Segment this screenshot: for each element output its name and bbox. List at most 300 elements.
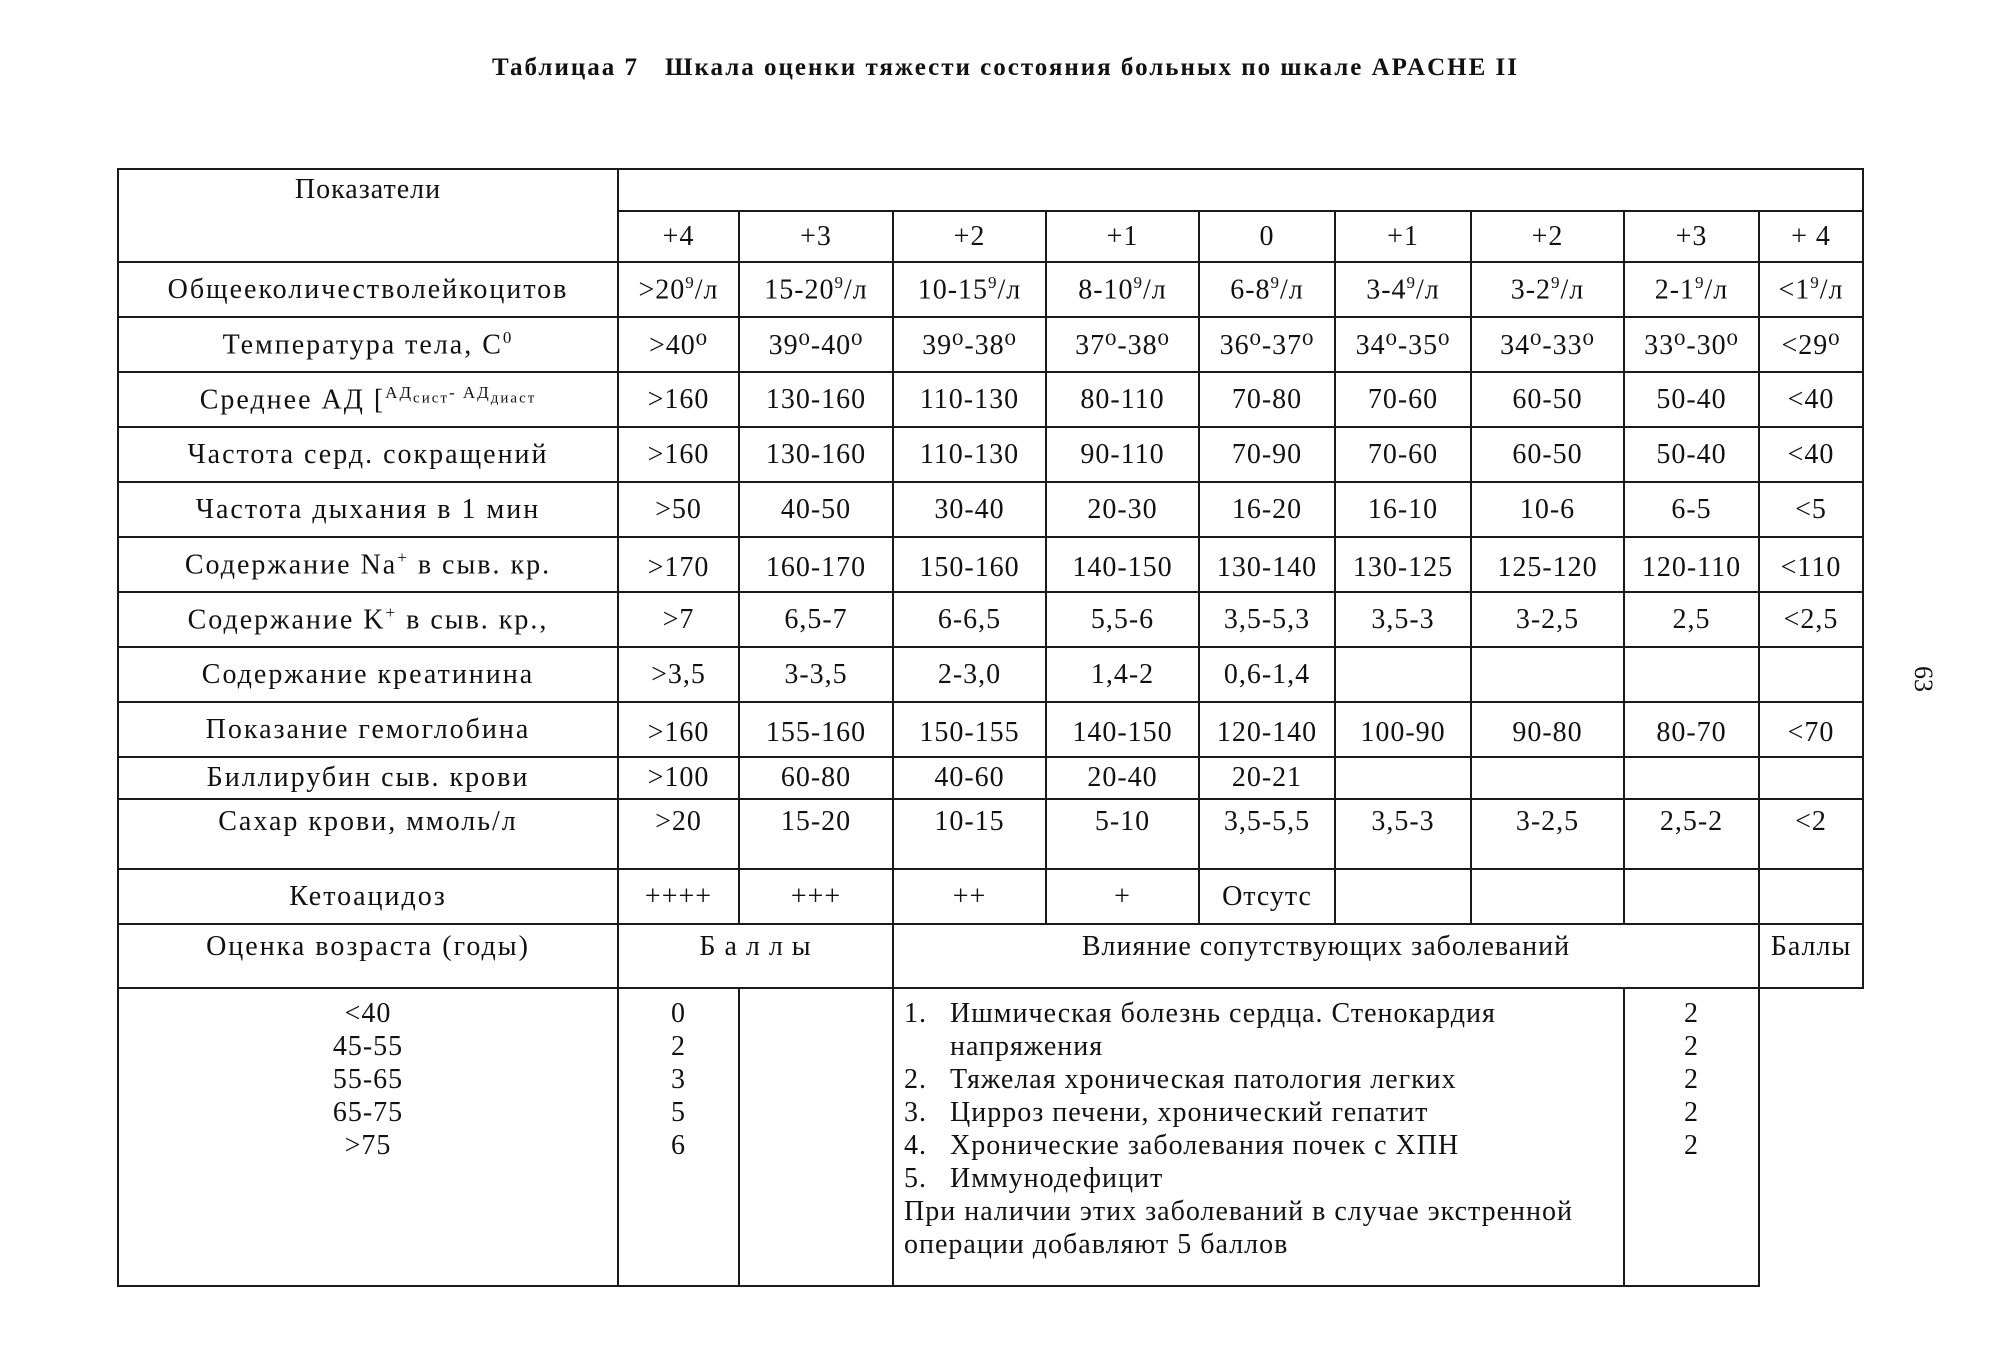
value-cell: [893, 262, 1046, 317]
label-sub: диаст: [490, 390, 537, 407]
value-text: 50-40: [1656, 383, 1727, 415]
disease-text: Цирроз печени, хронический гепатит: [950, 1097, 1429, 1128]
table-row: [118, 702, 1863, 757]
value-main: 3-2: [1510, 274, 1552, 306]
value-cell: [1624, 482, 1759, 537]
value-cell: [1046, 647, 1199, 702]
table-row: [118, 592, 1863, 647]
value-cell: [1046, 427, 1199, 482]
value-text: 39⁰-38⁰: [922, 329, 1017, 361]
value-cell: [1046, 702, 1199, 757]
value-text: 80-70: [1656, 717, 1727, 748]
value-cell: [1335, 592, 1471, 647]
value-cell: [618, 482, 739, 537]
value-cell: [1199, 702, 1335, 757]
value-main: <1: [1778, 274, 1811, 306]
value-cell: [1199, 427, 1335, 482]
value-text: 70-60: [1367, 383, 1439, 415]
age-value: 65-75: [332, 1097, 404, 1128]
row-label-text: в сыв. кр.: [408, 549, 552, 581]
row-label-text: Общееколичестволейкоцитов: [167, 273, 569, 305]
value-cell: [739, 317, 893, 372]
value-text: <2: [1795, 806, 1827, 837]
value-cell: [1759, 702, 1863, 757]
value-text: 34⁰-35⁰: [1355, 329, 1451, 361]
row-label-text: Содержание креатинина: [201, 658, 535, 690]
value-text: ++: [952, 880, 987, 912]
value-text: >50: [655, 493, 702, 525]
age-value: 45-55: [332, 1031, 404, 1062]
value-text: +++: [790, 880, 842, 912]
disease-point-value: 2: [1684, 1064, 1699, 1095]
row-label-sup: АДсист- АДдиаст: [385, 382, 537, 407]
value-text: >170: [647, 552, 710, 583]
value-text: 34⁰-33⁰: [1500, 329, 1595, 361]
value-cell: [1471, 869, 1624, 924]
value-cell: [893, 757, 1046, 799]
value-text: <5: [1795, 493, 1827, 525]
table-row: [118, 427, 1863, 482]
value-text: 125-120: [1497, 552, 1598, 583]
value-cell: [1046, 757, 1199, 799]
value-cell: [1046, 799, 1199, 869]
value-cell: [1759, 537, 1863, 592]
disease-number: 4.: [904, 1130, 927, 1161]
table-title: [0, 54, 2011, 82]
value-cell: [1046, 592, 1199, 647]
table-number: Таблицаа 7: [492, 54, 640, 81]
age-point-value: 6: [671, 1130, 686, 1161]
value-cell: [1046, 372, 1199, 427]
value-unit: /л: [997, 274, 1022, 306]
apache-table: [117, 168, 1864, 1287]
score-header-cell: +3: [1624, 211, 1759, 262]
row-label: [118, 757, 618, 799]
value-cell: [618, 757, 739, 799]
value-cell: [1759, 647, 1863, 702]
value-cell: [1046, 537, 1199, 592]
value-cell: [1471, 537, 1624, 592]
value-text: 33⁰-30⁰: [1644, 329, 1739, 361]
value-text: 50-40: [1656, 438, 1727, 470]
value-cell: [1624, 757, 1759, 799]
value-cell: [739, 537, 893, 592]
header-spacer: [618, 169, 1863, 211]
value-main: 8-10: [1078, 274, 1134, 306]
row-label-text: Сахар крови, ммоль/л: [218, 806, 518, 837]
disease-number: 3.: [904, 1097, 927, 1128]
value-text: <110: [1780, 552, 1842, 583]
value-text: 37⁰-38⁰: [1075, 329, 1170, 361]
value-cell: [1624, 869, 1759, 924]
age-point-value: 2: [671, 1031, 686, 1062]
value-cell: [1046, 869, 1199, 924]
age-body-row: [118, 988, 1863, 1286]
value-text: 155-160: [765, 717, 867, 748]
value-main: 3-4: [1366, 274, 1407, 306]
value-cell: [1759, 482, 1863, 537]
value-text: 120-140: [1216, 717, 1318, 748]
value-text: <40: [1787, 383, 1835, 415]
value-sup: 9: [988, 272, 998, 292]
row-label: [118, 702, 618, 757]
value-text: 130-140: [1216, 552, 1318, 583]
value-cell: [1335, 482, 1471, 537]
value-text: 90-110: [1080, 438, 1165, 470]
value-text: 110-130: [919, 438, 1020, 470]
age-point-value: 5: [671, 1097, 686, 1128]
value-text: 1,4-2: [1090, 658, 1155, 690]
value-text: <40: [1787, 438, 1835, 470]
value-text: 3,5-3: [1371, 603, 1435, 635]
value-cell: [1199, 799, 1335, 869]
disease-text: Ишмическая болезнь сердца. Стенокардия напряжения: [950, 998, 1496, 1062]
value-text: 120-110: [1641, 552, 1742, 583]
value-sup: 9: [1810, 272, 1820, 292]
value-cell: [618, 427, 739, 482]
value-cell: [1759, 592, 1863, 647]
value-text: >20: [655, 806, 702, 837]
value-text: 20-40: [1087, 762, 1158, 793]
table-row: [118, 647, 1863, 702]
value-cell: [618, 372, 739, 427]
value-unit: /л: [1143, 274, 1167, 306]
disease-number: 2.: [904, 1064, 927, 1095]
value-text: 6-5: [1671, 493, 1712, 525]
row-label: [118, 799, 618, 869]
value-text: 40-50: [780, 493, 852, 525]
value-cell: [1624, 647, 1759, 702]
value-cell: [1624, 262, 1759, 317]
value-text: 60-50: [1512, 438, 1583, 470]
value-cell: [893, 702, 1046, 757]
row-label: [118, 537, 618, 592]
value-cell: [1759, 317, 1863, 372]
value-cell: [1624, 592, 1759, 647]
value-cell: [893, 592, 1046, 647]
value-cell: [1335, 372, 1471, 427]
value-text: 5-10: [1094, 806, 1151, 837]
value-cell: [1335, 702, 1471, 757]
value-cell: [893, 372, 1046, 427]
value-cell: [1471, 702, 1624, 757]
value-text: 3-3,5: [784, 658, 848, 690]
value-unit: /л: [1416, 274, 1440, 306]
value-cell: [1471, 799, 1624, 869]
age-header: Оценка возраста (годы): [118, 924, 618, 988]
page-number: 63: [1909, 666, 1938, 692]
value-text: 16-10: [1367, 493, 1439, 525]
value-text: 2-3,0: [937, 658, 1002, 690]
value-cell: [1199, 317, 1335, 372]
header-label: Показатели: [118, 169, 618, 262]
value-cell: [1199, 592, 1335, 647]
value-text: 60-80: [780, 762, 852, 793]
value-cell: [739, 702, 893, 757]
row-label: [118, 482, 618, 537]
value-text: <29⁰: [1781, 329, 1841, 361]
comorbidity-points-header: Баллы: [1759, 924, 1863, 988]
value-sup: 9: [1133, 272, 1144, 292]
disease-number: 5.: [904, 1163, 927, 1194]
table-caption: Шкала оценки тяжести состояния больных по шкале APACHE II: [665, 54, 1519, 81]
age-point-value: 0: [671, 998, 686, 1029]
row-label-text: Содержание Na: [184, 549, 398, 581]
value-text: 6,5-7: [784, 603, 848, 635]
value-cell: [618, 317, 739, 372]
value-text: >160: [647, 717, 710, 748]
value-cell: [739, 757, 893, 799]
value-cell: [739, 262, 893, 317]
value-text: 130-160: [765, 438, 867, 470]
row-label: [118, 372, 618, 427]
row-label: [118, 427, 618, 482]
value-text: >7: [662, 603, 695, 635]
value-text: 3,5-5,5: [1223, 806, 1311, 837]
value-cell: [1759, 262, 1863, 317]
value-main: 6-8: [1230, 274, 1271, 306]
row-label-text: Содержание K: [187, 604, 386, 636]
value-cell: [1199, 482, 1335, 537]
row-label-text: Кетоацидоз: [289, 880, 447, 912]
value-cell: [739, 427, 893, 482]
value-cell: [618, 647, 739, 702]
disease-point-value: 2: [1684, 1130, 1699, 1161]
value-text: 100-90: [1360, 717, 1446, 748]
value-cell: [1624, 537, 1759, 592]
comorbidity-list: [893, 988, 1624, 1286]
value-text: 80-110: [1080, 383, 1165, 415]
value-cell: [1335, 869, 1471, 924]
value-text: 3-2,5: [1515, 806, 1580, 837]
value-cell: [1046, 262, 1199, 317]
value-text: 140-150: [1072, 717, 1173, 748]
label-part: АД: [462, 382, 491, 402]
comorbidity-points-list: [1624, 988, 1759, 1286]
score-header-cell: +4: [618, 211, 739, 262]
value-sup: 9: [685, 272, 695, 292]
value-text: 20-21: [1231, 762, 1303, 793]
value-cell: [1199, 262, 1335, 317]
value-cell: [618, 262, 739, 317]
row-label: [118, 592, 618, 647]
disease-text: Хронические заболевания почек с ХПН: [950, 1130, 1460, 1161]
value-cell: [893, 427, 1046, 482]
value-cell: [618, 537, 739, 592]
age-list: [118, 988, 618, 1286]
value-cell: [1199, 757, 1335, 799]
value-cell: [618, 592, 739, 647]
value-unit: /л: [1819, 274, 1844, 306]
score-header-cell: +2: [893, 211, 1046, 262]
table-row: [118, 317, 1863, 372]
table-row: [118, 262, 1863, 317]
table-row: [118, 482, 1863, 537]
value-cell: [893, 317, 1046, 372]
row-label-text: Показание гемоглобина: [205, 713, 531, 745]
value-cell: [1199, 647, 1335, 702]
row-label-sup: 0: [502, 327, 514, 347]
disease-item: [904, 1096, 1613, 1129]
value-cell: [739, 592, 893, 647]
value-text: 70-80: [1231, 383, 1303, 415]
value-cell: [1624, 702, 1759, 757]
table-row: [118, 537, 1863, 592]
value-cell: [1624, 372, 1759, 427]
value-text: 3,5-5,3: [1223, 603, 1311, 635]
value-cell: [618, 799, 739, 869]
value-cell: [1624, 317, 1759, 372]
disease-item: [904, 997, 1613, 1063]
value-cell: [893, 799, 1046, 869]
value-text: 160-170: [765, 552, 867, 583]
value-text: 130-160: [765, 383, 867, 415]
row-label-sup: +: [397, 547, 409, 567]
score-header-cell: +1: [1046, 211, 1199, 262]
label-part: АД: [385, 382, 414, 402]
value-text: ++++: [644, 880, 713, 912]
value-text: 150-160: [919, 552, 1020, 583]
score-header-cell: +2: [1471, 211, 1624, 262]
value-text: <70: [1787, 717, 1835, 748]
disease-item: [904, 1129, 1613, 1162]
value-cell: [739, 372, 893, 427]
value-cell: [1471, 372, 1624, 427]
value-cell: [893, 869, 1046, 924]
table-row: [118, 799, 1863, 869]
value-main: 15-20: [764, 274, 835, 306]
disease-text: Тяжелая хроническая патология легких: [950, 1064, 1457, 1095]
value-cell: [1471, 647, 1624, 702]
value-cell: [1759, 869, 1863, 924]
value-unit: /л: [1280, 274, 1304, 306]
value-text: 15-20: [780, 806, 852, 837]
value-cell: [1759, 427, 1863, 482]
age-value: 55-65: [332, 1064, 404, 1095]
value-text: 20-30: [1087, 493, 1158, 525]
value-text: 3-2,5: [1515, 603, 1580, 635]
value-text: 6-6,5: [937, 603, 1002, 635]
value-cell: [1199, 372, 1335, 427]
value-unit: /л: [694, 274, 719, 306]
value-cell: [1335, 427, 1471, 482]
score-header-cell: 0: [1199, 211, 1335, 262]
value-cell: [1471, 592, 1624, 647]
value-text: 2,5-2: [1659, 806, 1724, 837]
value-text: 3,5-3: [1371, 806, 1435, 837]
age-header-row: [118, 924, 1863, 988]
row-label-text: Температура тела, С: [222, 329, 503, 361]
label-sub: сист: [413, 390, 449, 407]
value-cell: [739, 482, 893, 537]
value-sup: 9: [1270, 272, 1281, 292]
value-text: 30-40: [934, 493, 1005, 525]
disease-text: Иммунодефицит: [950, 1163, 1164, 1194]
value-text: 70-90: [1231, 438, 1303, 470]
disease-point-value: 2: [1684, 998, 1699, 1029]
value-sup: 9: [1695, 272, 1705, 292]
value-text: 90-80: [1512, 717, 1583, 748]
row-label-sup: +: [385, 602, 398, 622]
row-label: [118, 647, 618, 702]
value-cell: [1335, 317, 1471, 372]
value-text: 16-20: [1231, 493, 1303, 525]
value-cell: [1759, 757, 1863, 799]
value-sup: 9: [1406, 272, 1417, 292]
age-value: >75: [344, 1130, 392, 1161]
row-label-text: Биллирубин сыв. крови: [206, 762, 530, 793]
row-label: [118, 317, 618, 372]
value-cell: [1759, 799, 1863, 869]
value-cell: [1471, 757, 1624, 799]
value-cell: [1471, 262, 1624, 317]
value-text: +: [1114, 880, 1131, 912]
value-unit: /л: [1560, 274, 1585, 306]
value-cell: [1335, 262, 1471, 317]
disease-item: [904, 1162, 1613, 1195]
row-label-text: Частота серд. сокращений: [187, 438, 549, 470]
value-text: 39⁰-40⁰: [768, 329, 864, 361]
row-label-text: Среднее АД [: [199, 384, 386, 416]
value-text: >3,5: [651, 658, 706, 690]
value-text: 150-155: [919, 717, 1020, 748]
value-text: 70-60: [1367, 438, 1439, 470]
value-cell: [1335, 757, 1471, 799]
row-label: [118, 262, 618, 317]
value-cell: [893, 482, 1046, 537]
value-text: 5,5-6: [1090, 603, 1155, 635]
value-cell: [1046, 317, 1199, 372]
age-points-list: [618, 988, 739, 1286]
age-points-header: Б а л л ы: [618, 924, 893, 988]
value-cell: [1335, 537, 1471, 592]
value-cell: [618, 869, 739, 924]
value-cell: [1624, 427, 1759, 482]
disease-point-value: 2: [1684, 1097, 1699, 1128]
score-header-cell: +3: [739, 211, 893, 262]
value-cell: [1199, 869, 1335, 924]
value-cell: [893, 647, 1046, 702]
age-value: <40: [344, 998, 392, 1029]
value-text: 140-150: [1072, 552, 1173, 583]
value-text: >160: [647, 438, 710, 470]
value-main: 2-1: [1654, 274, 1696, 306]
value-text: >40⁰: [648, 329, 708, 361]
value-text: 2,5: [1672, 603, 1711, 635]
value-cell: [618, 702, 739, 757]
value-cell: [1624, 799, 1759, 869]
value-sup: 9: [834, 272, 845, 292]
value-main: >20: [638, 274, 686, 306]
value-cell: [1199, 537, 1335, 592]
value-text: >160: [647, 383, 710, 415]
value-cell: [1335, 647, 1471, 702]
disease-point-value: 2: [1684, 1031, 1699, 1062]
value-main: 10-15: [917, 274, 989, 306]
row-label-text: в сыв. кр.,: [397, 604, 549, 636]
value-unit: /л: [1704, 274, 1729, 306]
value-cell: [739, 647, 893, 702]
disease-list: [904, 997, 1613, 1195]
value-cell: [1471, 317, 1624, 372]
disease-number: 1.: [904, 998, 927, 1029]
value-text: >100: [647, 762, 710, 793]
score-header-cell: +1: [1335, 211, 1471, 262]
value-text: 110-130: [919, 383, 1020, 415]
table-row: [118, 869, 1863, 924]
value-sup: 9: [1551, 272, 1561, 292]
value-text: 10-15: [934, 806, 1005, 837]
